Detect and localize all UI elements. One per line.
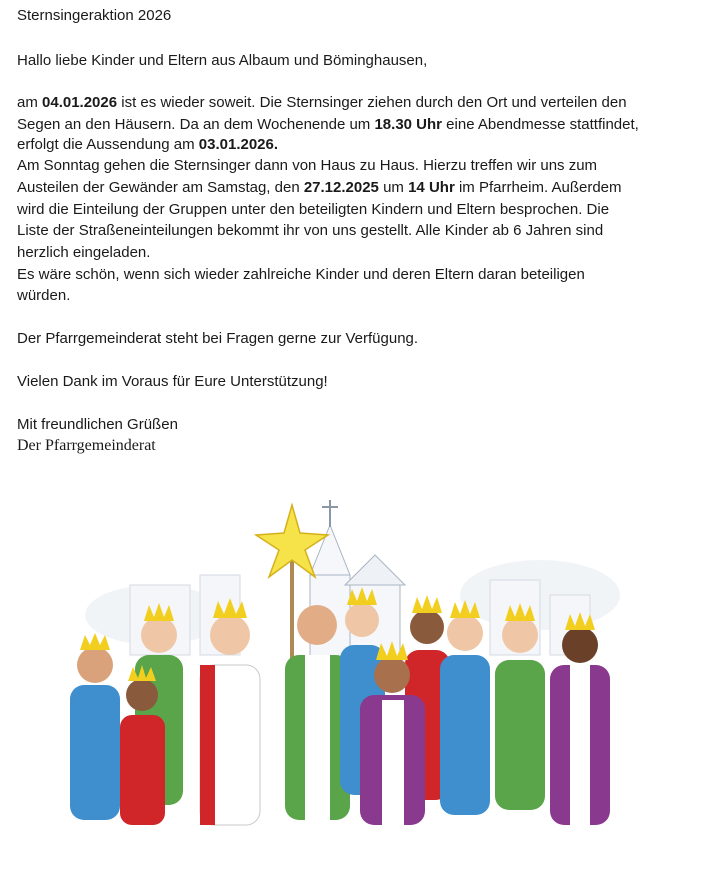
paragraph-1-line-3: erfolgt die Aussendung am 03.01.2026. (17, 136, 279, 153)
paragraph-2-line-2: Austeilen der Gewänder am Samstag, den 27.12.2025 um 14 Uhr im Pfarrheim. Außerdem (17, 179, 622, 196)
paragraph-1-line-2: Segen an den Häusern. Da an dem Wochenende um 18.30 Uhr eine Abendmesse stattfindet, (17, 116, 639, 133)
crown-icon (376, 641, 408, 660)
paragraph-4: Der Pfarrgemeinderat steht bei Fragen gerne zur Verfügung. (17, 330, 419, 347)
paragraph-2-line-3: wird die Einteilung der Gruppen unter den beteiligten Kindern und Eltern besprochen. Die (17, 201, 610, 218)
meeting-date: 27.12.2025 (303, 179, 379, 196)
paragraph-3-line-1: Es wäre schön, wenn sich wieder zahlreiche Kinder und deren Eltern daran beteiligen (17, 266, 585, 283)
mass-time: 18.30 Uhr (374, 116, 443, 133)
paragraph-5: Vielen Dank im Voraus für Eure Unterstützung! (17, 373, 328, 390)
event-date: 04.01.2026 (42, 94, 118, 111)
meeting-time: 14 Uhr (408, 179, 455, 196)
person (70, 633, 120, 820)
person (440, 600, 490, 815)
paragraph-2-line-1: Am Sonntag gehen die Sternsinger dann von Haus zu Haus. Hierzu treffen wir uns zum (17, 157, 598, 174)
paragraph-3-line-2: würden. (17, 287, 71, 304)
paragraph-2-line-4: Liste der Straßeneinteilungen bekommt ihr von uns gestellt. Alle Kinder ab 6 Jahren sind (17, 222, 604, 239)
sending-date: 03.01.2026. (198, 136, 279, 153)
paragraph-2-line-5: herzlich eingeladen. (17, 244, 151, 261)
signature: Der Pfarrgemeinderat (17, 437, 156, 454)
sternsinger-illustration (60, 485, 640, 850)
letter-title: Sternsingeraktion 2026 (17, 7, 172, 24)
greeting: Hallo liebe Kinder und Eltern aus Albaum und Böminghausen, (17, 52, 428, 69)
closing: Mit freundlichen Grüßen (17, 416, 178, 433)
paragraph-1-line-1: am 04.01.2026 ist es wieder soweit. Die Sternsinger ziehen durch den Ort und verteilen den (17, 94, 627, 111)
crown-icon (412, 595, 442, 613)
person (495, 603, 545, 810)
